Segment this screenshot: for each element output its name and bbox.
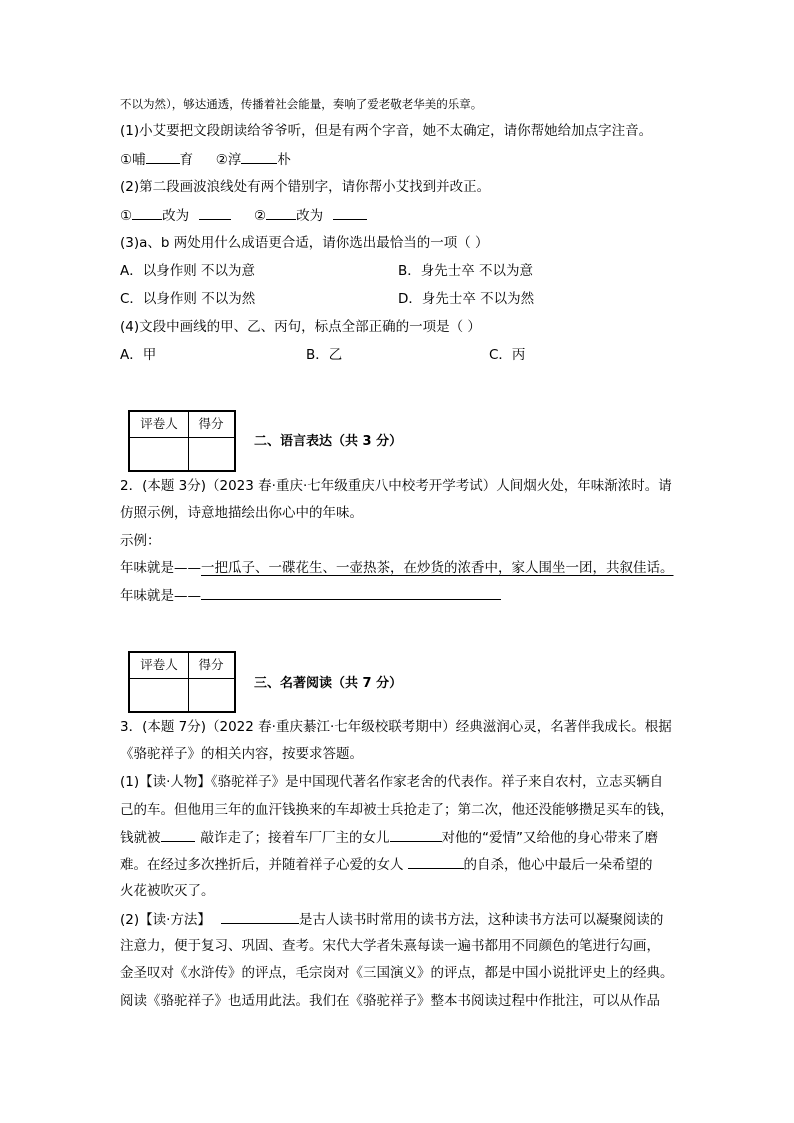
blank-character-3[interactable] [408, 854, 464, 869]
grader-label: 评卷人 [140, 657, 178, 672]
item-number: ① [120, 152, 133, 168]
sub-question-1: (1)小艾要把文段朗读给爷爷听，但是有两个字音，她不太确定，请你帮她给加点字注音。 [120, 123, 653, 139]
char-a: 淳 [227, 152, 242, 168]
question-2-line-2: 仿照示例，诗意地描绘出你心中的年味。 [120, 505, 363, 521]
part-1-line-1: (1)【读·人物】《骆驼祥子》是中国现代著名作家老舍的代表作。祥子来自农村，立志买辆自 [120, 774, 664, 790]
correct-char-blank-2[interactable] [333, 205, 367, 220]
score-label: 得分 [198, 416, 224, 431]
item-number: ① [120, 208, 133, 224]
example-prefix: 年味就是—— [120, 560, 201, 576]
char-b: 育 [179, 152, 194, 168]
pinyin-blank-1[interactable] [146, 149, 180, 164]
wrong-char-blank-1[interactable] [132, 205, 162, 220]
grader-table [128, 651, 236, 713]
part-2-line-4: 阅读《骆驼祥子》也适用此法。我们在《骆驼祥子》整本书阅读过程中作批注，可以从作品 [120, 993, 660, 1009]
correction-answer-row [120, 205, 367, 226]
option-b[interactable]: B．身先士卒 不以为意 [398, 263, 534, 279]
sub-question-2: (2)第二段画波浪线处有两个错别字，请你帮小艾找到并改正。 [120, 179, 491, 195]
grader-table [128, 410, 236, 472]
pinyin-blank-2[interactable] [241, 149, 277, 164]
part-1-line-3 [120, 827, 658, 848]
blank-reading-method[interactable] [221, 909, 299, 924]
change-to-label: 改为 [162, 208, 190, 224]
part-1-line-5: 火花被吹灭了。 [120, 883, 215, 899]
correct-char-blank-1[interactable] [199, 205, 231, 220]
part-1-line-2: 己的车。但他用三年的血汗钱换来的车却被士兵抢走了；第二次，他还没能够攒足买车的钱， [120, 802, 674, 818]
example-text: 一把瓜子、一碟花生、一壶热茶，在炒货的浓香中，家人围坐一团，共叙佳话。 [201, 560, 674, 576]
text-fragment: 是古人读书时常用的读书方法，这种读书方法可以凝聚阅读的 [298, 912, 664, 928]
example-line [120, 558, 674, 578]
sub-question-3: (3)a、b 两处用什么成语更合适，请你选出最恰当的一项（ ） [120, 235, 489, 251]
continued-passage-line: 不以为然），够达通透，传播着社会能量，奏响了爱老敬老华美的乐章。 [120, 97, 483, 111]
text-fragment: 难。在经过多次挫折后，并随着祥子心爱的女人 [120, 857, 404, 873]
wrong-char-blank-2[interactable] [266, 205, 296, 220]
pinyin-answer-row [120, 149, 291, 170]
item-number: ② [215, 152, 228, 168]
section-title: 三、名著阅读（共 7 分） [254, 676, 403, 691]
text-fragment: 的自杀，他心中最后一朵希望的 [463, 857, 653, 873]
question-3-line-1: 3．(本题 7分)（2022 春·重庆綦江·七年级校联考期中）经典滋润心灵，名著伴我成长。根据 [120, 719, 672, 735]
example-label: 示例： [120, 533, 161, 549]
answer-blank[interactable] [201, 585, 501, 600]
sub-question-4: (4)文段中画线的甲、乙、丙句，标点全部正确的一项是（ ） [120, 319, 481, 335]
answer-prefix: 年味就是—— [120, 588, 201, 604]
part-2-line-2: 注意力，便于复习、巩固、查考。宋代大学者朱熹每读一遍书都用不同颜色的笔进行勾画， [120, 938, 660, 954]
option-c[interactable]: C．以身作则 不以为然 [120, 291, 256, 307]
item-number: ② [254, 208, 267, 224]
text-fragment: 对他的“爱情”又给他的身心带来了磨 [441, 830, 658, 846]
text-fragment: (2)【读·方法】 [120, 912, 211, 928]
score-label: 得分 [198, 657, 224, 672]
answer-line [120, 585, 501, 606]
change-to-label: 改为 [296, 208, 324, 224]
grader-label: 评卷人 [140, 416, 178, 431]
blank-character-1[interactable] [161, 827, 195, 842]
char-b: 朴 [277, 152, 291, 168]
section-title: 二、语言表达（共 3 分） [254, 434, 403, 449]
option-a[interactable]: A．以身作则 不以为意 [120, 263, 256, 279]
question-2-line-1: 2．(本题 3分)（2023 春·重庆·七年级重庆八中校考开学考试）人间烟火处，年味渐浓时。请 [120, 478, 672, 494]
option-a[interactable]: A．甲 [120, 347, 157, 363]
question-3-line-2: 《骆驼祥子》的相关内容，按要求答题。 [120, 746, 363, 762]
char-a: 哺 [132, 152, 146, 168]
blank-character-2[interactable] [390, 827, 442, 842]
option-d[interactable]: D．身先士卒 不以为然 [398, 291, 535, 307]
part-2-line-1 [120, 909, 663, 930]
part-1-line-4 [120, 854, 653, 875]
text-fragment: 敲诈走了；接着车厂厂主的女儿 [200, 830, 390, 846]
option-b[interactable]: B．乙 [306, 347, 343, 363]
part-2-line-3: 金圣叹对《水浒传》的评点，毛宗岗对《三国演义》的评点，都是中国小说批评史上的经典。 [120, 965, 674, 981]
option-c[interactable]: C．丙 [489, 347, 526, 363]
text-fragment: 钱就被 [120, 830, 161, 846]
